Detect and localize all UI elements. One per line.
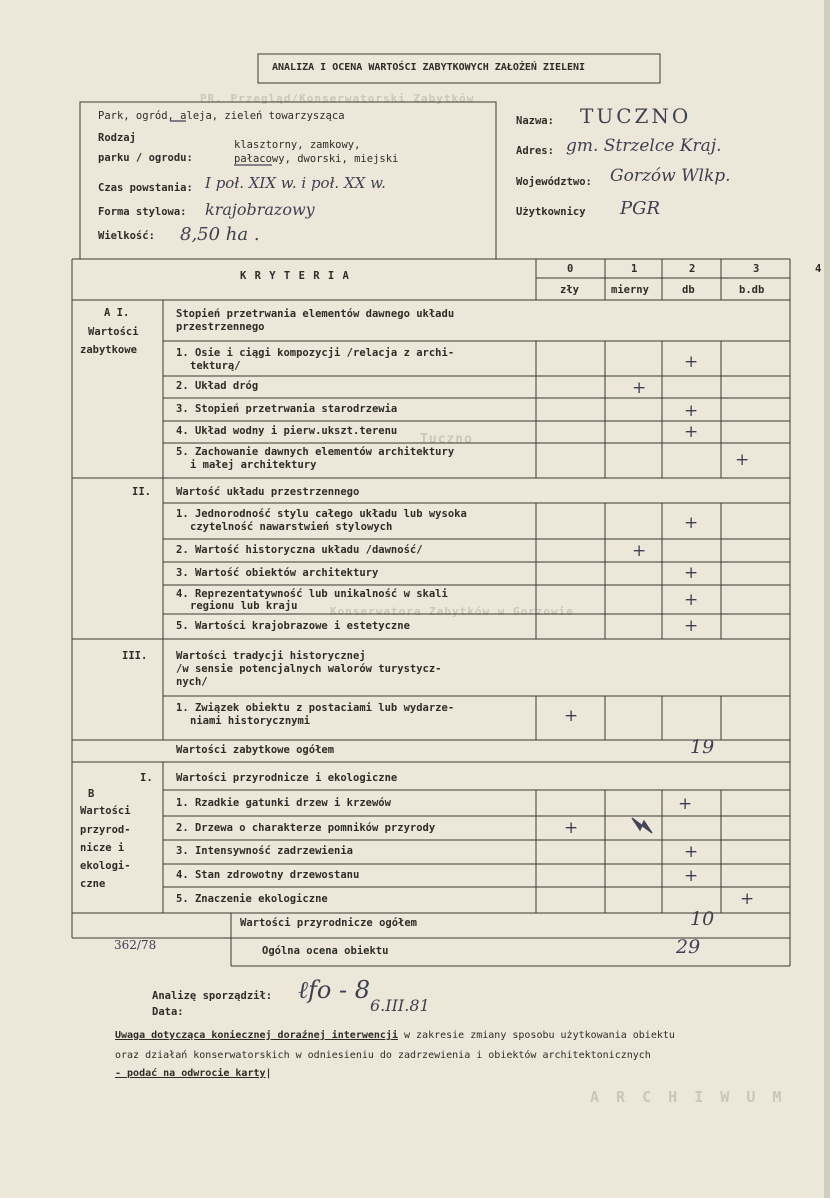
a-i-title: Stopień przetrwania elementów dawnego układu [176,308,455,320]
score-mark: + [740,889,755,909]
a-ii-item-4-cont: regionu lub kraju [190,600,298,612]
wielkosc-value: 8,50 ha . [180,224,260,245]
date-value: 6.III.81 [370,996,430,1015]
b-total-value: 10 [690,908,715,930]
col-1-number: 1 [631,263,638,275]
b-item-5: 5. Znaczenie ekologiczne [176,893,328,905]
wielkosc-label: Wielkość: [98,230,155,242]
a-ii-label: II. [132,486,151,498]
b-item-3: 3. Intensywność zadrzewienia [176,845,354,857]
col-3-number: 3 [753,263,760,275]
czas-value: I poł. XIX w. i poł. XX w. [205,174,386,192]
a-ii-item-1: 1. Jednorodność stylu całego układu lub wysoka [176,508,467,520]
b-title: Wartości przyrodnicze i ekologiczne [176,772,398,784]
note-line-1 [115,1030,675,1041]
note-line-3 [115,1068,272,1079]
score-mark: + [684,422,699,442]
a-i-title-2: przestrzennego [176,321,265,333]
b-side-5: ekologi- [80,860,131,872]
col-3-label: b.db [739,284,765,296]
uzytkownicy-label: Użytkownicy [516,206,586,218]
a-ii-item-4: 4. Reprezentatywność lub unikalność w skali [176,588,448,600]
score-mark: + [632,378,647,398]
b-side-3: przyrod- [80,824,131,836]
a-ii-item-5: 5. Wartości krajobrazowe i estetyczne [176,620,410,632]
a-iii-item-1: 1. Związek obiektu z postaciami lub wydarze- [176,702,455,714]
czas-label: Czas powstania: [98,182,193,194]
archive-number: 362/78 [114,938,157,952]
nazwa-value: TUCZNO [580,104,692,128]
rodzaj-values-2: pałacowy, dworski, miejski [234,153,399,165]
b-total-label: Wartości przyrodnicze ogółem [240,917,418,929]
score-mark: + [684,352,699,372]
b-i-label: I. [140,772,153,784]
note-text: w zakresie zmiany sposobu użytkowania obiektu [397,1030,675,1041]
col-4-number: 4 [815,263,822,275]
adres-value: gm. Strzelce Kraj. [566,136,722,156]
overall-label: Ogólna ocena obiektu [262,945,389,957]
a-i-item-3: 3. Stopień przetrwania starodrzewia [176,403,398,415]
a-ii-item-2: 2. Wartość historyczna układu /dawność/ [176,544,423,556]
wojewodztwo-value: Gorzów Wlkp. [610,166,731,186]
col-1-label: mierny [611,284,649,296]
score-mark: + [684,616,699,636]
a-iii-title-3: nych/ [176,676,208,688]
section-a-side-1: Wartości [88,326,139,338]
a-iii-title-1: Wartości tradycji historycznej [176,650,366,662]
rodzaj-values-1: klasztorny, zamkowy, [234,139,361,151]
park-type-line: Park, ogród, aleja, zieleń towarzysząca [98,110,345,122]
b-item-1: 1. Rzadkie gatunki drzew i krzewów [176,797,391,809]
a-iii-item-1-cont: niami historycznymi [190,715,311,727]
prepared-signature: ℓfo - 8 [298,976,370,1004]
score-mark: + [564,706,579,726]
col-0-label: zły [560,284,579,296]
a-iii-title-2: /w sensie potencjalnych walorów turystycz- [176,663,442,675]
overall-value: 29 [676,936,701,958]
a-i-item-5-cont: i małej architektury [190,459,317,471]
col-2-number: 2 [689,263,696,275]
a-total-label: Wartości zabytkowe ogółem [176,744,335,756]
note-instruction: - podać na odwrocie karty [115,1068,266,1079]
score-mark: + [735,450,750,470]
note-line-2: oraz działań konserwatorskich w odniesieniu do zadrzewienia i obiektów architektonicznych [115,1050,651,1061]
kryteria-header: K R Y T E R I A [240,270,350,282]
note-emphasis: Uwaga dotycząca koniecznej doraźnej interwencji [115,1030,398,1041]
prepared-label: Analizę sporządził: [152,990,273,1002]
b-item-4: 4. Stan zdrowotny drzewostanu [176,869,360,881]
col-0-number: 0 [567,263,574,275]
score-mark: + [684,590,699,610]
bleed-through-text: Tuczno [420,432,473,447]
score-mark: + [678,794,693,814]
col-2-label: db [682,284,695,296]
adres-label: Adres: [516,145,554,157]
section-a-side-2: zabytkowe [80,344,137,356]
a-i-item-1: 1. Osie i ciągi kompozycji /relacja z archi- [176,347,455,359]
score-mark: + [684,401,699,421]
score-mark: + [684,866,699,886]
wojewodztwo-label: Województwo: [516,176,592,188]
form-title: ANALIZA I OCENA WARTOŚCI ZABYTKOWYCH ZAŁOŻEŃ ZIELENI [272,62,586,73]
score-mark: + [684,563,699,583]
bleed-through-text: PR. Przegląd/Konserwatorski Zabytków [200,92,475,105]
a-total-value: 19 [690,736,715,758]
uzytkownicy-value: PGR [620,198,661,219]
forma-label: Forma stylowa: [98,206,187,218]
a-i-item-2: 2. Układ dróg [176,380,259,392]
a-ii-item-1-cont: czytelność nawarstwień stylowych [190,521,393,533]
forma-value: krajobrazowy [205,200,315,219]
date-label: Data: [152,1006,184,1018]
b-side-1: B [88,788,95,800]
score-mark: + [684,842,699,862]
b-side-6: czne [80,878,106,890]
a-i-item-4: 4. Układ wodny i pierw.ukszt.terenu [176,425,398,437]
section-a-label: A I. [104,307,130,319]
archive-stamp-faint: A R C H I W U M [590,1088,786,1106]
a-ii-item-3: 3. Wartość obiektów architektury [176,567,379,579]
b-item-2: 2. Drzewa o charakterze pomników przyrody [176,822,436,834]
a-i-item-5: 5. Zachowanie dawnych elementów architektury [176,446,455,458]
b-side-2: Wartości [80,805,131,817]
nazwa-label: Nazwa: [516,115,554,127]
score-mark: + [684,513,699,533]
score-mark: + [632,541,647,561]
a-i-item-1-cont: tekturą/ [190,360,241,372]
a-ii-title: Wartość układu przestrzennego [176,486,360,498]
bleed-through-text: Konserwatora Zabytków w Gorzowie [330,605,574,618]
rodzaj-label: Rodzaj [98,132,136,144]
a-iii-label: III. [122,650,148,662]
score-mark: + [564,818,579,838]
b-side-4: nicze i [80,842,125,854]
parku-label: parku / ogrodu: [98,152,193,164]
note-bar: | [265,1068,272,1079]
